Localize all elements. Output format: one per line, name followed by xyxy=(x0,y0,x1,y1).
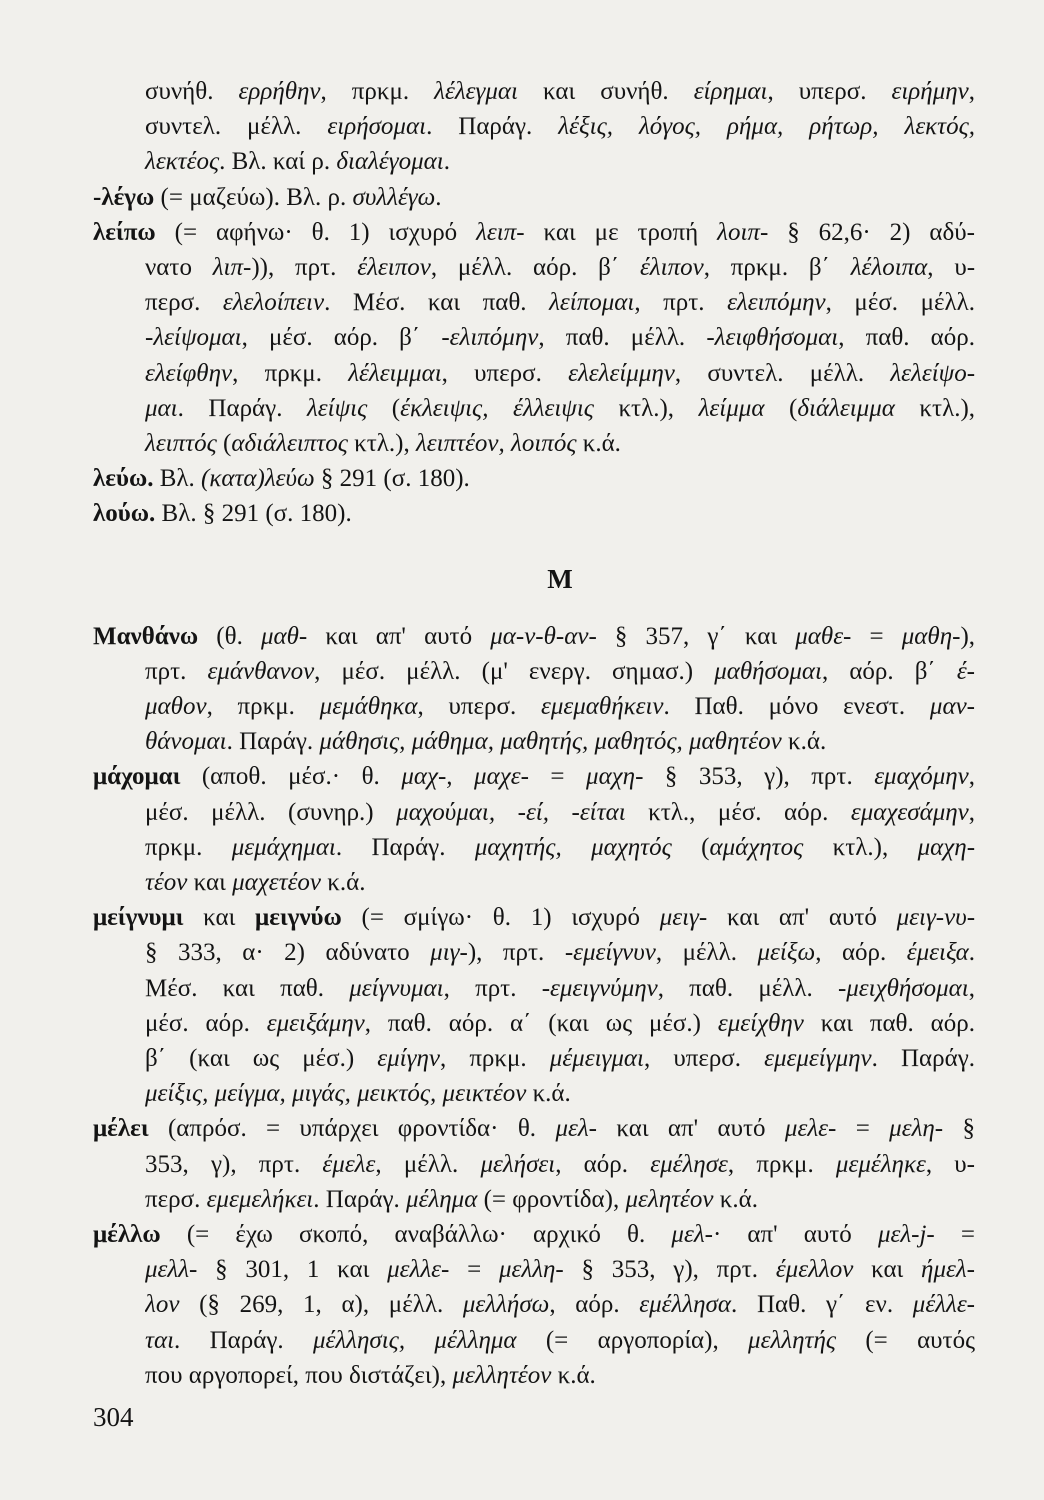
greek-form: έλιπον xyxy=(639,253,704,281)
greek-form: μαθ- xyxy=(260,622,308,650)
greek-form: μελητέον xyxy=(625,1185,714,1213)
entry-text: . Μέσ. και παθ. xyxy=(324,289,550,317)
greek-form: μελ-j- xyxy=(877,1220,935,1248)
entry-text: και xyxy=(853,1256,922,1284)
entry-text: . Παράγ. xyxy=(174,1326,313,1354)
entry-line xyxy=(145,144,975,179)
entry-headline xyxy=(93,1111,975,1146)
entry-line xyxy=(145,250,975,285)
greek-form: λέξις, λόγος, ρήμα, ρήτωρ, λεκτός, xyxy=(558,113,975,141)
entry-text: μέσ. μέλλ. (συνηρ.) xyxy=(145,798,397,826)
entry-text: Μέσ. και παθ. xyxy=(145,974,350,1002)
greek-form: μέλημα xyxy=(406,1185,478,1213)
greek-form: μαχητής, μαχητός xyxy=(474,833,672,861)
greek-form: ελειπόμην xyxy=(727,289,826,317)
greek-form: μελλητής xyxy=(748,1326,836,1354)
entry-lemma: λούω. xyxy=(93,500,156,528)
entry-text: 353, γ), πρτ. xyxy=(145,1150,323,1178)
section-heading: M xyxy=(547,563,573,594)
greek-form: μαχετέον xyxy=(232,869,322,897)
greek-form: λέλεγμαι xyxy=(434,78,518,105)
entry-text: , παθ. μέλλ. xyxy=(657,974,838,1002)
entry-text: και παθ. αόρ. xyxy=(803,1009,975,1037)
entry-text: περσ. xyxy=(145,289,223,317)
entry-text: κτλ., μέσ. αόρ. xyxy=(625,798,851,826)
greek-form: μεμάχημαι xyxy=(231,833,336,861)
greek-form: έλειπον xyxy=(357,253,431,281)
entry-line xyxy=(145,865,975,900)
greek-form: μελλε- xyxy=(387,1256,450,1284)
entry-text: , πρκμ. xyxy=(320,78,435,105)
entry-line xyxy=(145,74,975,109)
greek-form: λοιπ- xyxy=(717,218,769,246)
entry-text: , πρκμ. xyxy=(232,359,349,387)
entry-text: . Παράγ. xyxy=(313,1185,407,1213)
greek-form: μελλ- xyxy=(145,1256,198,1284)
entry-line xyxy=(145,1076,975,1111)
greek-form: εμάνθανον xyxy=(207,657,315,685)
greek-form: διαλέγομαι xyxy=(336,148,444,176)
entry-text: (§ 269, 1, α), μέλλ. xyxy=(179,1291,463,1319)
entry-headline xyxy=(93,1217,975,1252)
entry-text: (αποθ. μέσ.· θ. xyxy=(180,763,402,791)
greek-form: λειπτός xyxy=(145,429,217,457)
entry-headline xyxy=(93,759,975,794)
entry-text: κ.ά. xyxy=(321,869,366,897)
greek-form: μεμάθηκα xyxy=(319,693,418,721)
greek-form: ήμελ- xyxy=(921,1256,975,1284)
greek-form: λελείψο- xyxy=(890,359,975,387)
entry-text: πρκμ. xyxy=(145,833,232,861)
greek-form: διάλειμμα xyxy=(797,394,895,422)
entry-text: , xyxy=(968,798,975,826)
entry-line xyxy=(145,285,975,320)
entry-line xyxy=(145,1182,975,1217)
entry-text: § 333, α· 2) αδύνατο xyxy=(145,939,431,967)
entry-text: . Παράγ. xyxy=(226,728,320,756)
greek-form: μαθον xyxy=(145,693,207,721)
entry-text: (= μαζεύω). Βλ. ρ. xyxy=(154,183,353,211)
entry-text: , αόρ. xyxy=(555,1150,651,1178)
entry-lemma: -λέγω xyxy=(93,183,155,211)
entry-text: ), xyxy=(960,622,975,650)
page-number: 304 xyxy=(93,1402,134,1432)
greek-form: λείπομαι xyxy=(549,289,635,317)
entry-text: ( xyxy=(367,394,401,422)
greek-form: εμαχόμην xyxy=(874,763,969,791)
entry-text: μέσ. αόρ. xyxy=(145,1009,267,1037)
greek-form: έκλειψις, έλλειψις xyxy=(400,394,594,422)
entry-text: , μέσ. μέλλ. xyxy=(825,289,975,317)
entry-text: , υπερσ. xyxy=(441,359,569,387)
greek-form: έ- xyxy=(956,657,975,685)
entry-text: , μέσ. μέλλ. (μ' ενεργ. σημασ.) xyxy=(314,657,715,685)
greek-form: λον xyxy=(145,1291,180,1319)
greek-form: μείξις, μείγμα, μιγάς, μεικτός, μεικτέον xyxy=(145,1080,527,1108)
greek-form: εμέλησε xyxy=(650,1150,728,1178)
greek-form: μελήσει xyxy=(480,1150,556,1178)
greek-form: λείψις xyxy=(306,394,368,422)
entry-text: . Παθ. γ΄ εν. xyxy=(731,1291,913,1319)
greek-form: μαθήσομαι xyxy=(714,657,823,685)
greek-form: -ελιπόμην xyxy=(441,324,539,352)
entry-text: , πρκμ. xyxy=(727,1150,836,1178)
entry-text: , xyxy=(968,763,975,791)
entry-text: β΄ (και ως μέσ.) xyxy=(145,1045,378,1072)
greek-form: τέον xyxy=(145,869,188,897)
entry-text: συνήθ. xyxy=(145,78,239,105)
entry-line xyxy=(145,1358,975,1393)
entry-text: = xyxy=(934,1220,975,1248)
entry-text: , πρτ. xyxy=(443,974,542,1002)
greek-form: μαχη- xyxy=(917,833,975,861)
entry-lemma: λεύω. xyxy=(93,465,154,493)
entry-text: )), πρτ. xyxy=(251,253,358,281)
greek-form: μαχ-, μαχε- xyxy=(401,763,529,791)
entry-text: (απρόσ. = υπάρχει φροντίδα· θ. xyxy=(148,1115,556,1143)
entry-line xyxy=(145,795,975,830)
entry-line xyxy=(145,1323,975,1358)
greek-form: λειπτέον, λοιπός xyxy=(415,429,577,457)
entry-text: . xyxy=(435,183,442,211)
entry-text: κ.ά. xyxy=(551,1361,596,1389)
greek-form: (κατα)λεύω xyxy=(201,465,315,493)
greek-form: εμεμείγμην xyxy=(764,1045,872,1072)
entry-line xyxy=(145,654,975,689)
entry-text: (= φροντίδα), xyxy=(477,1185,626,1213)
entry-text: (= αυτός xyxy=(836,1326,975,1354)
entry-text: και xyxy=(183,904,256,932)
entry-line xyxy=(145,1006,975,1041)
entry-line xyxy=(145,830,975,865)
entry-text: , παθ. αόρ. α΄ (και ως μέσ.) xyxy=(364,1009,718,1037)
entry-text: ( xyxy=(216,429,232,457)
greek-form: μιγ- xyxy=(430,939,468,967)
greek-form: μελ- xyxy=(555,1115,597,1143)
entries-mu xyxy=(93,619,975,1393)
entry-text: κτλ.), xyxy=(593,394,699,422)
greek-form: θάνομαι xyxy=(145,728,227,756)
greek-form: -εμείγνυν xyxy=(564,939,656,967)
greek-form: μείξω xyxy=(757,939,816,967)
greek-form: μάθησις, μάθημα, μαθητής, μαθητός, μαθητέον xyxy=(319,728,782,756)
entry-text: κτλ.), xyxy=(347,429,416,457)
entry-text: . Παράγ. xyxy=(177,394,307,422)
entry-line xyxy=(145,320,975,355)
entry-lemma: μείγνυμι xyxy=(93,904,184,932)
entry-line xyxy=(145,689,975,724)
greek-form: λείμμα xyxy=(698,394,765,422)
entry-text: κ.ά. xyxy=(576,429,621,457)
greek-form: μειγ- xyxy=(659,904,708,932)
greek-form: ελελείμμην xyxy=(568,359,675,387)
greek-form: -λείψομαι xyxy=(145,324,242,352)
entry-text: . Παθ. μόνο ενεστ. xyxy=(663,693,930,721)
entry-text: , αόρ. xyxy=(549,1291,640,1319)
entry-text: (= αφήνω· θ. 1) ισχυρό xyxy=(155,218,477,246)
entry-text: , xyxy=(968,974,975,1002)
greek-form: είρημαι xyxy=(693,78,768,105)
greek-form: -μειχθήσομαι xyxy=(837,974,969,1002)
entry-text: που αργοπορεί, που διστάζει), xyxy=(145,1361,453,1389)
entry-line xyxy=(145,1147,975,1182)
greek-form: ερρήθην xyxy=(238,78,321,105)
greek-form: ελείφθην xyxy=(145,359,233,387)
entry-text: , πρκμ. xyxy=(206,693,320,721)
greek-form: μεμέληκε xyxy=(835,1150,926,1178)
greek-form: λεκτέος xyxy=(145,148,220,176)
greek-form: εμειξάμην xyxy=(266,1009,365,1037)
entry-text: και με τροπή xyxy=(524,218,718,246)
entry-text: περσ. xyxy=(145,1185,207,1213)
entry-text: και απ' αυτό xyxy=(597,1115,785,1143)
entry-text: ), πρτ. xyxy=(467,939,565,967)
greek-form: μαθη- xyxy=(901,622,961,650)
entry-text: = xyxy=(449,1256,499,1284)
greek-form: μαθε- xyxy=(795,622,852,650)
entry-line xyxy=(145,109,975,144)
greek-form: μελλη- xyxy=(498,1256,564,1284)
greek-form: μέμειγμαι xyxy=(549,1045,644,1072)
entry-text: , πρτ. xyxy=(634,289,728,317)
greek-form: εμεμελήκει xyxy=(206,1185,314,1213)
greek-form: εμαχεσάμην xyxy=(850,798,969,826)
entry-text: § xyxy=(943,1115,975,1143)
entry-lemma: μειγνύω xyxy=(255,904,342,932)
entry-line xyxy=(145,1252,975,1287)
entry-text: και συνήθ. xyxy=(517,78,694,105)
entry-text: , xyxy=(968,78,975,105)
greek-form: ειρήσομαι xyxy=(327,113,427,141)
greek-form: μειγ-νυ- xyxy=(896,904,975,932)
entry-line xyxy=(145,971,975,1006)
greek-form: μελη- xyxy=(889,1115,944,1143)
entry-headline xyxy=(93,461,975,496)
entry-text: , συντελ. μέλλ. xyxy=(674,359,891,387)
entry-text: κ.ά. xyxy=(781,728,827,756)
greek-form: έμειξα xyxy=(906,939,969,967)
greek-form: εμίγην xyxy=(377,1045,440,1072)
entry-text: , υπερσ. xyxy=(417,693,541,721)
greek-form: μέλλε- xyxy=(912,1291,975,1319)
entry-text: Βλ. § 291 (σ. 180). xyxy=(155,500,352,528)
greek-form: -λειφθήσομαι xyxy=(706,324,839,352)
entry-text: , υπερσ. xyxy=(767,78,892,105)
entry-text: § 357, γ΄ και xyxy=(596,622,796,650)
entry-line xyxy=(145,356,975,391)
greek-form: ειρήμην xyxy=(891,78,969,105)
greek-form: εμέλλησα xyxy=(639,1291,732,1319)
greek-form: μελε- xyxy=(784,1115,837,1143)
entry-text: κ.ά. xyxy=(526,1080,571,1108)
entry-text: . Παράγ. xyxy=(426,113,559,141)
entry-text: (= έχω σκοπό, αναβάλλω· αρχικό θ. xyxy=(160,1220,672,1248)
entry-lemma: μέλει xyxy=(93,1115,149,1143)
entry-text: (= αργοπορία), xyxy=(516,1326,749,1354)
entry-text: , υ- xyxy=(925,1150,975,1178)
entry-text: , υπερσ. xyxy=(643,1045,765,1072)
entry-headline xyxy=(93,180,975,215)
entry-text: , μέσ. αόρ. β΄ xyxy=(241,324,442,352)
greek-form: εμείχθην xyxy=(717,1009,804,1037)
entry-text: = xyxy=(851,622,902,650)
entry-text: , παθ. μέλλ. xyxy=(538,324,707,352)
greek-form: μαν- xyxy=(929,693,975,721)
entry-text: = xyxy=(528,763,587,791)
entry-text: (= σμίγω· θ. 1) ισχυρό xyxy=(341,904,660,932)
greek-form: ελελοίπειν xyxy=(222,289,325,317)
entry-text: § 353, γ), πρτ. xyxy=(563,1256,776,1284)
entry-text: § 291 (σ. 180). xyxy=(314,465,470,493)
greek-form: εμεμαθήκειν xyxy=(541,693,664,721)
entry-text: = xyxy=(836,1115,890,1143)
entry-text: , μέλλ. xyxy=(375,1150,481,1178)
entry-text: · απ' αυτό xyxy=(712,1220,878,1248)
entry-text: ( xyxy=(671,833,710,861)
entry-text: . Παράγ. xyxy=(871,1045,975,1072)
entries-lambda xyxy=(93,74,975,532)
greek-form: έμελε xyxy=(322,1150,376,1178)
entry-text: πρτ. xyxy=(145,657,208,685)
greek-form: μελλητέον xyxy=(452,1361,552,1389)
greek-form: μαχη- xyxy=(586,763,644,791)
entry-text: . Βλ. καί ρ. xyxy=(219,148,337,176)
greek-form: μελλήσω xyxy=(462,1291,550,1319)
entry-text: , πρκμ. xyxy=(439,1045,550,1072)
entry-lemma: μέλλω xyxy=(93,1220,161,1248)
entry-headline xyxy=(93,619,975,654)
greek-form: -εμειγνύμην xyxy=(541,974,658,1002)
greek-form: μείγνυμαι xyxy=(349,974,444,1002)
entry-text: § 62,6· 2) αδύ- xyxy=(768,218,975,246)
greek-form: μελ- xyxy=(671,1220,713,1248)
entry-lemma: μάχομαι xyxy=(93,763,181,791)
entry-text: συντελ. μέλλ. xyxy=(145,113,328,141)
greek-form: λέλειμμαι xyxy=(348,359,442,387)
entry-text: Βλ. xyxy=(153,465,202,493)
entry-headline xyxy=(93,496,975,531)
entry-text: § 301, 1 και xyxy=(197,1256,388,1284)
entry-lemma: Μανθάνω xyxy=(93,622,199,650)
entry-text: , πρκμ. β΄ xyxy=(703,253,851,281)
entry-text: και xyxy=(187,869,233,897)
entry-text: , μέλλ. xyxy=(655,939,758,967)
entry-line xyxy=(145,1041,975,1076)
greek-form: έμελλον xyxy=(775,1256,854,1284)
entry-line xyxy=(145,391,975,426)
greek-form: λιπ- xyxy=(212,253,252,281)
greek-form: λειπ- xyxy=(476,218,525,246)
entry-text: , μέλλ. αόρ. β΄ xyxy=(430,253,640,281)
entry-column xyxy=(93,74,975,1393)
entry-line xyxy=(145,724,975,759)
entry-text: νατο xyxy=(145,253,213,281)
greek-form: μαχούμαι, -εί, -είται xyxy=(396,798,626,826)
greek-form: ται xyxy=(145,1326,175,1354)
entry-text: και απ' αυτό xyxy=(307,622,491,650)
entry-text: , υ- xyxy=(927,253,975,281)
entry-line xyxy=(145,426,975,461)
entry-text: , παθ. αόρ. xyxy=(838,324,975,352)
entry-text: ( xyxy=(764,394,798,422)
greek-form: αμάχητος xyxy=(709,833,804,861)
entry-text: (θ. xyxy=(198,622,261,650)
entry-lemma: λείπω xyxy=(93,218,156,246)
greek-form: αδιάλειπτος xyxy=(231,429,348,457)
entry-line xyxy=(145,935,975,970)
greek-form: λέλοιπα xyxy=(850,253,928,281)
entry-text: κτλ.), xyxy=(803,833,918,861)
greek-form: μαι xyxy=(145,394,178,422)
entry-text: κ.ά. xyxy=(713,1185,758,1213)
entry-text: , αόρ. β΄ xyxy=(822,657,957,685)
entry-text: § 353, γ), πρτ. xyxy=(643,763,875,791)
entry-headline xyxy=(93,215,975,250)
greek-form: μα-ν-θ-αν- xyxy=(490,622,597,650)
entry-line xyxy=(145,1287,975,1322)
entry-text: και απ' αυτό xyxy=(707,904,897,932)
entry-text: , αόρ. xyxy=(815,939,907,967)
entry-headline xyxy=(93,900,975,935)
greek-form: μέλλησις, μέλλημα xyxy=(312,1326,517,1354)
entry-text: κτλ.), xyxy=(894,394,975,422)
entry-text: . xyxy=(968,939,975,967)
entry-text: . Παράγ. xyxy=(335,833,475,861)
entry-text: . xyxy=(443,148,450,176)
greek-form: συλλέγω xyxy=(352,183,436,211)
